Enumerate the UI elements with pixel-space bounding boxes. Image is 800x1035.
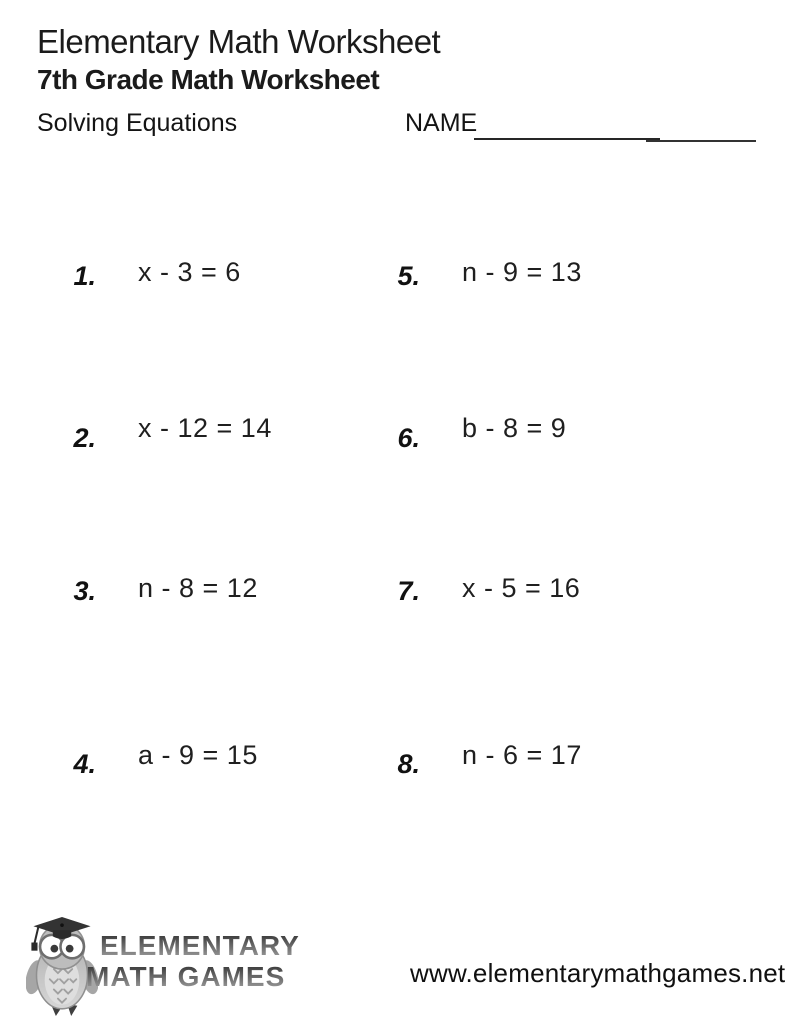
problem-number: 8. xyxy=(397,749,420,779)
problem-equation: x - 5 = 16 xyxy=(462,573,581,603)
problem-1 xyxy=(48,257,241,291)
section-title: Solving Equations xyxy=(37,109,238,137)
problem-equation: n - 8 = 12 xyxy=(138,573,258,603)
problem-equation: a - 9 = 15 xyxy=(138,740,258,770)
name-label: NAME xyxy=(405,109,478,137)
problem-equation: n - 9 = 13 xyxy=(462,257,582,287)
problem-equation: x - 3 = 6 xyxy=(138,257,241,287)
problem-number: 6. xyxy=(397,423,420,453)
problem-number: 4. xyxy=(73,749,96,779)
problem-7 xyxy=(372,574,580,604)
problem-number: 7. xyxy=(397,576,420,606)
problem-3 xyxy=(48,574,258,604)
problem-equation: n - 6 = 17 xyxy=(462,740,582,770)
problem-number: 3. xyxy=(73,576,96,606)
worksheet-title: Elementary Math Worksheet xyxy=(37,23,441,60)
problem-number: 1. xyxy=(73,261,96,291)
website-url: www.elementarymathgames.net xyxy=(410,958,786,988)
worksheet-subtitle: 7th Grade Math Worksheet xyxy=(37,64,380,95)
problem-equation: x - 12 = 14 xyxy=(138,413,272,443)
problem-5 xyxy=(372,257,582,291)
problem-number: 2. xyxy=(73,423,96,453)
problem-2 xyxy=(48,413,272,453)
problem-number: 5. xyxy=(397,261,420,291)
problem-8 xyxy=(372,740,582,779)
problem-6 xyxy=(372,413,567,453)
logo-text-line1: ELEMENTARY xyxy=(86,930,300,961)
name-blank-line xyxy=(646,140,756,142)
logo-text-line2: MATH GAMES xyxy=(86,961,300,992)
name-blank-line xyxy=(474,138,660,140)
logo-wordmark xyxy=(86,930,300,992)
problem-equation: b - 8 = 9 xyxy=(462,413,567,443)
problem-4 xyxy=(48,740,258,779)
